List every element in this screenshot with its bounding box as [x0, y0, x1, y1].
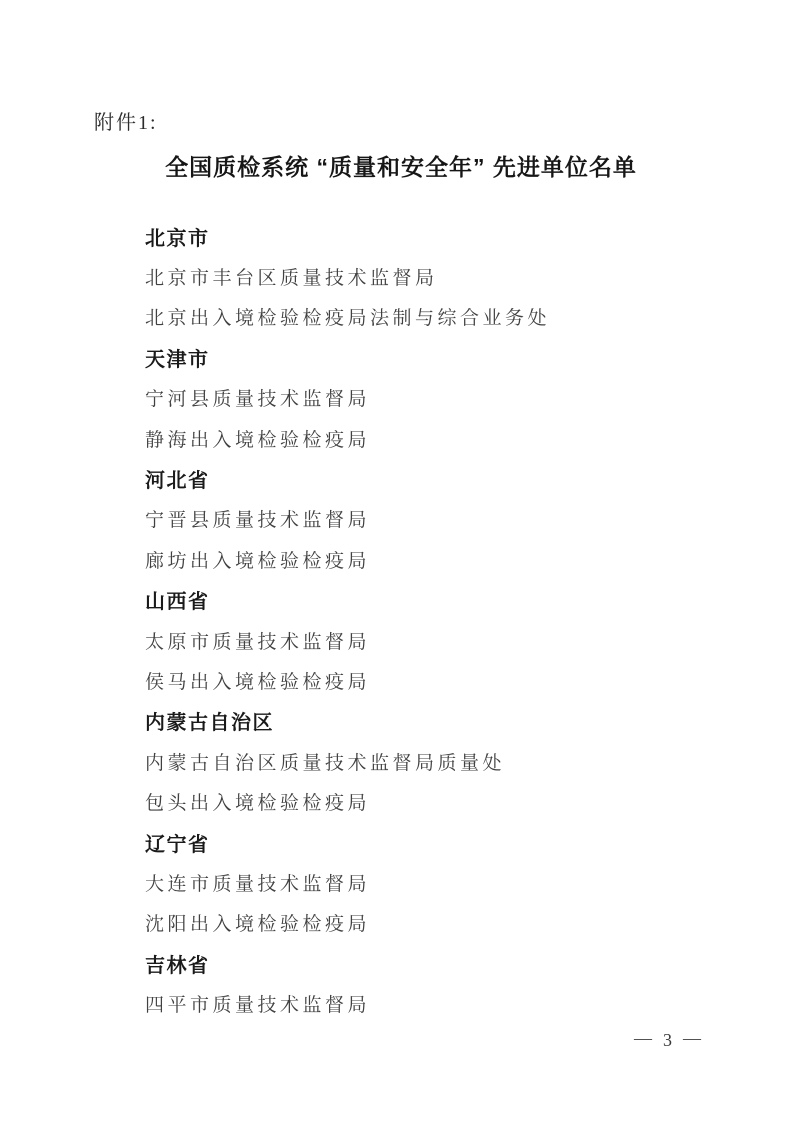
unit-name: 宁河县质量技术监督局: [145, 389, 371, 411]
unit-name: 廊坊出入境检验检疫局: [145, 550, 371, 572]
unit-name: 大连市质量技术监督局: [145, 873, 371, 895]
region-section: [145, 822, 742, 943]
footer-dash-left: —: [634, 1028, 653, 1048]
region-heading: 河北省: [145, 470, 210, 493]
attachment-label: 附件1:: [94, 112, 158, 134]
region-section: [145, 580, 742, 701]
region-section: [145, 216, 742, 337]
footer-dash-right: —: [683, 1028, 702, 1048]
region-heading: 山西省: [145, 591, 210, 614]
region-section: [145, 701, 742, 822]
unit-name: 四平市质量技术监督局: [145, 995, 371, 1017]
unit-name: 包头出入境检验检疫局: [145, 793, 371, 815]
unit-name: 静海出入境检验检疫局: [145, 429, 371, 451]
page-title: 全国质检系统 “质量和安全年” 先进单位名单: [165, 154, 637, 180]
sections-list: [145, 216, 742, 1024]
region-section: [145, 458, 742, 579]
unit-name: 沈阳出入境检验检疫局: [145, 914, 371, 936]
unit-name: 北京出入境检验检疫局法制与综合业务处: [145, 308, 551, 330]
region-section: [145, 943, 742, 1024]
region-heading: 辽宁省: [145, 833, 210, 856]
unit-name: 北京市丰台区质量技术监督局: [145, 268, 438, 290]
unit-name: 太原市质量技术监督局: [145, 631, 371, 653]
unit-name: 内蒙古自治区质量技术监督局质量处: [145, 752, 506, 774]
region-heading: 北京市: [145, 227, 210, 250]
unit-name: 宁晋县质量技术监督局: [145, 510, 371, 532]
unit-name: 侯马出入境检验检疫局: [145, 671, 371, 693]
page-number: 3: [663, 1030, 673, 1050]
region-heading: 天津市: [145, 348, 210, 371]
region-section: [145, 337, 742, 458]
page-footer: [634, 1030, 702, 1051]
region-heading: 内蒙古自治区: [145, 712, 274, 735]
region-heading: 吉林省: [145, 954, 210, 977]
